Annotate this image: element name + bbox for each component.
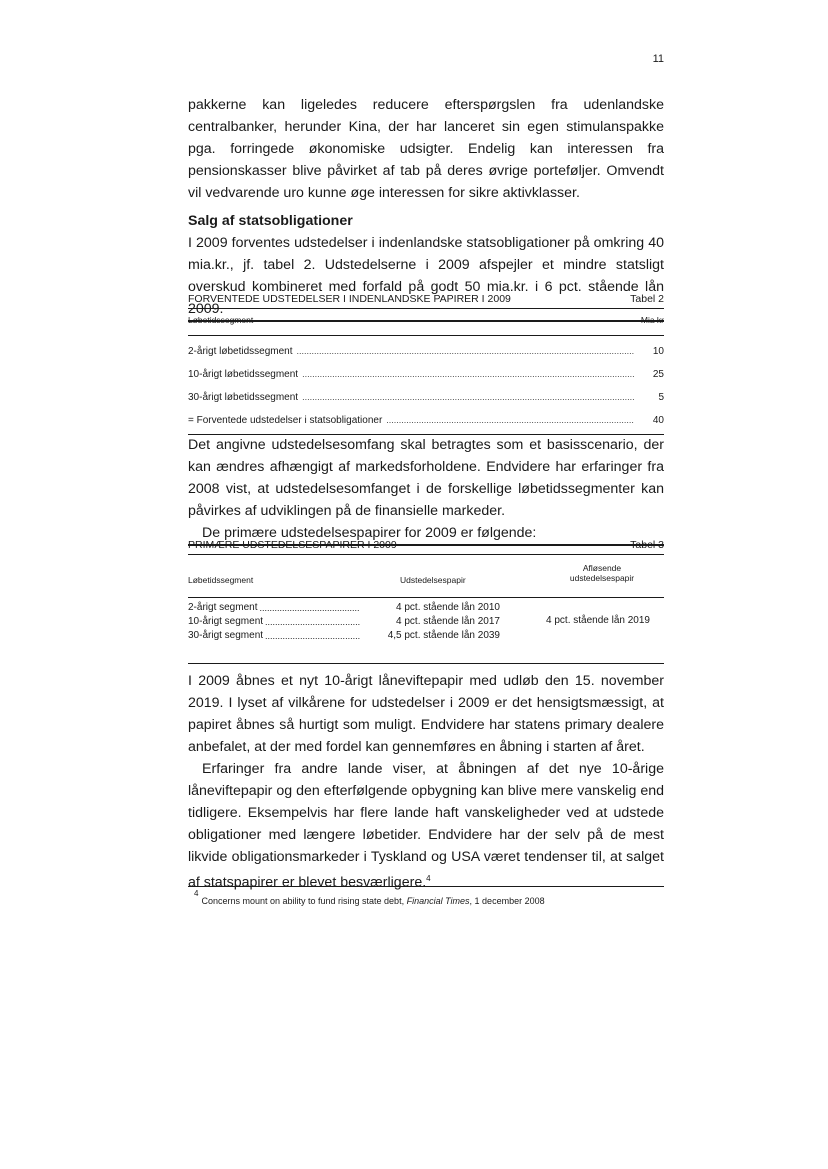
footnote-source: Financial Times: [406, 896, 470, 906]
row-segment: 2-årigt segment: [188, 602, 258, 613]
leader-dots: [265, 615, 360, 629]
table-3-title: PRIMÆRE UDSTEDELSESPAPIRER I 2009: [188, 539, 397, 551]
row-value: 25: [652, 369, 664, 380]
table-3-label: Tabel 3: [630, 539, 664, 551]
footnote-text-after: , 1 december 2008: [469, 896, 545, 906]
page-number: 11: [652, 53, 664, 65]
table-2-header: [188, 290, 664, 308]
table-2-title: FORVENTEDE UDSTEDELSER I INDENLANDSKE PAPIRER I 2009: [188, 293, 511, 305]
paragraph-new-paper: I 2009 åbnes et nyt 10-årigt låneviftepapir med udløb den 15. november 2019. I lyset af vilkårene for udstedelser i 2009 er det hensigtsmæssigt, at papiret åbnes så hurtigt som muligt. Endvidere har statens primary dealere anbefalet, at der med fordel kan gennemføres en åbning i starten af året.: [188, 673, 664, 755]
table-3-rule-bottom: [188, 663, 664, 664]
intro-paragraph: pakkerne kan ligeledes reducere efterspørgslen fra udenlandske centralbanker, herunder Kina, der har lanceret sin egen stimulanspakke pga. forringede økonomiske udsigter. Endelig kan interessen fra pensionskasser blive påvirket af tab på deres øvrige porteføljer. Omvendt vil vedvarende uro kunne øge interessen for sikre aktivklasser.: [188, 97, 664, 201]
paragraph-block-2: [188, 434, 664, 546]
row-label: 2-årigt løbetidssegment: [188, 346, 293, 357]
table-row: [188, 363, 664, 386]
section-heading: Salg af statsobligationer: [188, 213, 353, 229]
table-3-intro: De primære udstedelsespapirer for 2009 er følgende:: [188, 522, 664, 546]
paragraph-experience: Erfaringer fra andre lande viser, at åbningen af det nye 10-årige låneviftepapir og den efterfølgende opbygning kan blive mere vanskelig end tidligere. Eksempelvis har flere lande haft vanskeligheder ved at udstede obligationer med længere løbetider. Endvidere har der selv på de mest likvide obligationsmarkeder i Tyskland og USA været tendenser til, at salget af statspapirer er blevet besværligere.: [188, 761, 664, 891]
table-3-body: [188, 601, 664, 649]
table-3: [188, 536, 664, 664]
table-3-column-headers: [188, 555, 664, 589]
table-2-col-unit: Mia kr: [640, 315, 664, 325]
replacement-paper: 4 pct. stående lån 2019: [546, 615, 650, 626]
table-row: [188, 340, 664, 363]
row-label: 30-årigt løbetidssegment: [188, 392, 299, 403]
row-value: 5: [658, 392, 664, 403]
table-total-row: [188, 409, 664, 432]
footnote: [194, 889, 545, 906]
leader-dots: [259, 601, 360, 615]
row-segment-cell: [188, 601, 360, 615]
row-value: 10: [652, 346, 664, 357]
intro-block: [188, 94, 664, 204]
table-3-header: [188, 536, 664, 554]
footnote-text-before: Concerns mount on ability to fund rising state debt,: [201, 896, 405, 906]
footnote-divider: [188, 886, 664, 887]
row-segment-cell: [188, 629, 360, 643]
table-2-label: Tabel 2: [630, 293, 664, 305]
leader-dots: [386, 409, 634, 432]
table-row: [188, 629, 664, 643]
leader-dots: [302, 386, 634, 409]
paragraph-experience-wrap: [188, 758, 664, 894]
footnote-number: 4: [194, 889, 199, 898]
total-value: 40: [652, 415, 664, 426]
paragraph-after-table-2: Det angivne udstedelsesomfang skal betragtes som et basisscenario, der kan ændres afhængigt af markedsforholdene. Endvidere har erfaringer fra 2008 vist, at udstedelsesomfanget i de forskellige løbetidssegmenter kan påvirkes af udviklingen på de finansielle markeder.: [188, 437, 664, 519]
table-row: [188, 386, 664, 409]
table-2: [188, 290, 664, 435]
table-3-rule-head: [188, 597, 664, 598]
row-segment: 30-årigt segment: [188, 630, 264, 641]
row-segment: 10-årigt segment: [188, 616, 264, 627]
row-paper: 4,5 pct. stående lån 2039: [387, 630, 500, 641]
section-paragraph: I 2009 forventes udstedelser i indenlandske statsobligationer på omkring 40 mia.kr., jf. tabel 2. Udstedelserne i 2009 afspejler et mindre statsligt overskud kombineret med forfald på godt 50 mia.kr. i 6 pct. stående lån 2009.: [188, 232, 664, 322]
table-3-col-replace-1: Afløsende: [582, 563, 622, 573]
leader-dots: [265, 629, 360, 643]
row-paper: 4 pct. stående lån 2017: [396, 616, 500, 627]
table-2-column-headers: [188, 309, 664, 327]
table-3-col-segment: Løbetidssegment: [188, 575, 254, 585]
table-3-col-replace-2: udstedelsespapir: [569, 573, 635, 583]
leader-dots: [302, 363, 634, 386]
row-label: 10-årigt løbetidssegment: [188, 369, 299, 380]
leader-dots: [297, 340, 635, 363]
row-segment-cell: [188, 615, 360, 629]
table-2-col-segment: Løbetidssegment: [188, 315, 254, 325]
row-paper: 4 pct. stående lån 2010: [396, 602, 500, 613]
table-3-col-paper: Udstedelsespapir: [400, 575, 466, 585]
footnote-reference[interactable]: 4: [426, 874, 431, 883]
table-row: [188, 601, 664, 615]
total-label: = Forventede udstedelser i statsobligationer: [188, 415, 383, 426]
paragraph-block-3: [188, 670, 664, 894]
